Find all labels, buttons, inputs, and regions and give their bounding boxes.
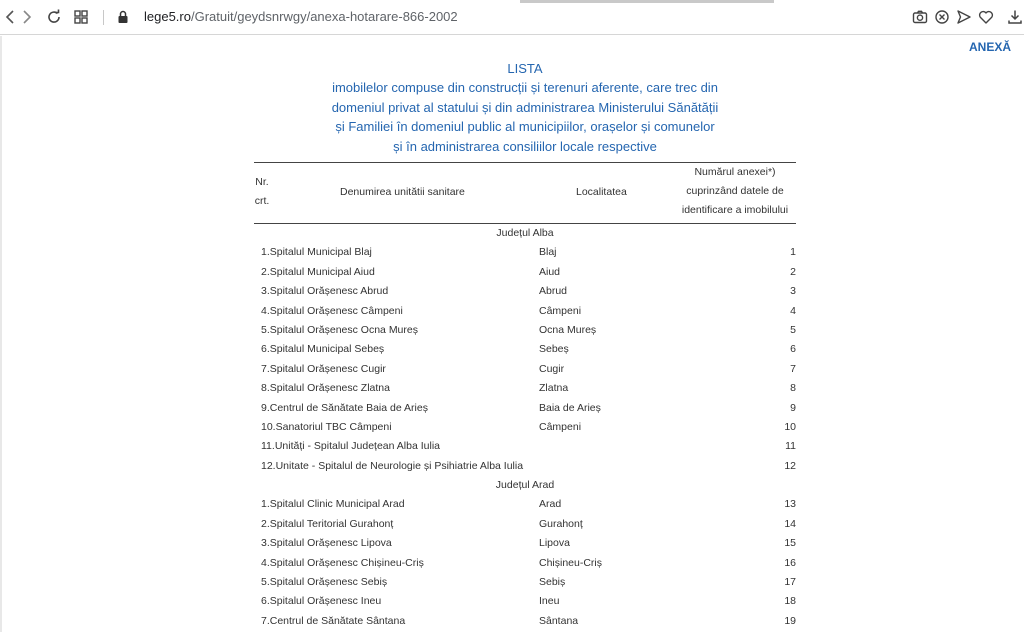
header-annex — [674, 163, 796, 220]
title-line: domeniul privat al statului și din administrarea Ministerului Sănătății — [331, 99, 719, 115]
locality: Ineu — [539, 595, 560, 608]
header-annex-line3: identificare a imobilului — [681, 204, 789, 216]
unit-name: 9.Centrul de Sănătate Baia de Arieș — [261, 401, 428, 414]
locality: Sebeș — [539, 343, 569, 356]
header-nr-line1: Nr. — [255, 176, 269, 188]
hospitals-table — [254, 162, 796, 631]
locality: Gurahonț — [539, 517, 583, 530]
table-row — [254, 263, 796, 282]
download-icon[interactable] — [1006, 8, 1024, 26]
address-bar[interactable] — [144, 9, 458, 24]
section-heading: Județul Arad — [495, 479, 555, 492]
table-row — [254, 282, 796, 301]
heart-icon[interactable] — [977, 8, 995, 26]
camera-icon[interactable] — [911, 8, 929, 26]
annex-number: 6 — [790, 343, 796, 356]
annex-number: 4 — [790, 304, 796, 317]
table-row — [254, 515, 796, 534]
table-row — [254, 243, 796, 262]
locality: Cugir — [539, 362, 565, 375]
annex-number: 9 — [790, 401, 796, 414]
table-row — [254, 573, 796, 592]
annex-number: 16 — [784, 556, 796, 569]
header-locality: Localitatea — [576, 186, 627, 198]
title-line: și în administrarea consiliilor locale respective — [393, 138, 657, 154]
toolbar-separator — [103, 10, 104, 25]
annex-number: 3 — [790, 285, 796, 298]
header-annex-line2: cuprinzând datele de — [686, 185, 784, 197]
page-left-border — [0, 36, 2, 632]
document-title — [254, 59, 796, 156]
table-row — [254, 321, 796, 340]
locality: Zlatna — [539, 382, 569, 395]
table-row — [254, 379, 796, 398]
locality: Sebiș — [539, 576, 566, 589]
unit-name: 1.Spitalul Municipal Blaj — [261, 246, 372, 259]
table-row — [254, 340, 796, 359]
unit-name: 5.Spitalul Orășenesc Sebiș — [261, 576, 388, 589]
annex-number: 18 — [784, 595, 796, 608]
unit-name: 6.Spitalul Orășenesc Ineu — [261, 595, 382, 608]
table-row — [254, 302, 796, 321]
title-line: imobilelor compuse din construcții și terenuri aferente, care trec din — [332, 80, 718, 96]
locality: Sântana — [539, 614, 579, 627]
unit-name: 11.Unități - Spitalul Județean Alba Iulia — [261, 440, 441, 453]
locality: Baia de Arieș — [539, 401, 601, 414]
unit-name: 2.Spitalul Municipal Aiud — [261, 265, 375, 278]
tabs-grid-icon[interactable] — [72, 8, 90, 26]
locality: Abrud — [539, 285, 568, 298]
annex-number: 8 — [790, 382, 796, 395]
block-icon[interactable] — [933, 8, 951, 26]
unit-name: 6.Spitalul Municipal Sebeș — [261, 343, 385, 356]
unit-name: 1.Spitalul Clinic Municipal Arad — [261, 498, 405, 511]
header-name: Denumirea unitătii sanitare — [340, 186, 465, 198]
lock-icon[interactable] — [114, 8, 132, 26]
annex-number: 14 — [784, 517, 796, 530]
locality: Aiud — [539, 265, 561, 278]
forward-icon[interactable] — [18, 8, 36, 26]
annex-label: ANEXĂ — [968, 40, 1011, 54]
table-body — [254, 224, 796, 631]
tab-indicator — [520, 0, 774, 3]
unit-name: 2.Spitalul Teritorial Gurahonț — [261, 517, 394, 530]
annex-number: 7 — [790, 362, 796, 375]
annex-number: 13 — [784, 498, 796, 511]
table-row — [254, 592, 796, 611]
unit-name: 7.Spitalul Orășenesc Cugir — [261, 362, 386, 375]
locality: Câmpeni — [539, 420, 582, 433]
table-row — [254, 437, 796, 456]
table-row — [254, 612, 796, 631]
unit-name: 10.Sanatoriul TBC Câmpeni — [261, 420, 392, 433]
send-icon[interactable] — [955, 8, 973, 26]
table-row — [254, 418, 796, 437]
annex-number: 11 — [785, 440, 796, 453]
url-path: /Gratuit/geydsnrwgy/anexa-hotarare-866-2002 — [190, 9, 458, 24]
unit-name: 5.Spitalul Orășenesc Ocna Mureș — [261, 323, 418, 336]
table-row — [254, 360, 796, 379]
table-row — [254, 399, 796, 418]
header-annex-line1: Numărul anexei*) — [694, 166, 776, 178]
table-row — [254, 554, 796, 573]
annex-number: 12 — [784, 459, 796, 472]
url-domain: lege5.ro — [144, 9, 191, 24]
locality: Blaj — [539, 246, 557, 259]
locality: Câmpeni — [539, 304, 582, 317]
unit-name: 4.Spitalul Orășenesc Chișineu-Criș — [261, 556, 424, 569]
section-heading: Județul Alba — [496, 227, 554, 239]
locality: Chișineu-Criș — [539, 556, 603, 569]
annex-number: 10 — [784, 420, 796, 433]
header-nr-line2: crt. — [254, 195, 270, 207]
unit-name: 8.Spitalul Orășenesc Zlatna — [261, 382, 390, 395]
locality: Ocna Mureș — [539, 323, 597, 336]
title-line: și Familiei în domeniul public al municipiilor, orașelor și comunelor — [335, 119, 715, 135]
locality: Arad — [539, 498, 562, 511]
unit-name: 3.Spitalul Orășenesc Lipova — [261, 537, 392, 550]
table-row — [254, 534, 796, 553]
header-nr — [254, 173, 270, 211]
annex-number: 5 — [790, 323, 796, 336]
annex-number: 19 — [784, 614, 796, 627]
unit-name: 4.Spitalul Orășenesc Câmpeni — [261, 304, 403, 317]
reload-icon[interactable] — [45, 8, 63, 26]
annex-number: 1 — [790, 246, 796, 259]
unit-name: 7.Centrul de Sănătate Sântana — [261, 614, 406, 627]
table-row — [254, 495, 796, 514]
table-header — [254, 162, 796, 224]
title-line: LISTA — [507, 61, 543, 76]
locality: Lipova — [539, 537, 570, 550]
unit-name: 12.Unitate - Spitalul de Neurologie și Psihiatrie Alba Iulia — [261, 459, 524, 472]
annex-number: 17 — [784, 576, 796, 589]
browser-toolbar — [0, 0, 1024, 35]
unit-name: 3.Spitalul Orășenesc Abrud — [261, 285, 389, 298]
annex-number: 2 — [790, 265, 796, 278]
annex-number: 15 — [784, 537, 796, 550]
table-row — [254, 457, 796, 476]
